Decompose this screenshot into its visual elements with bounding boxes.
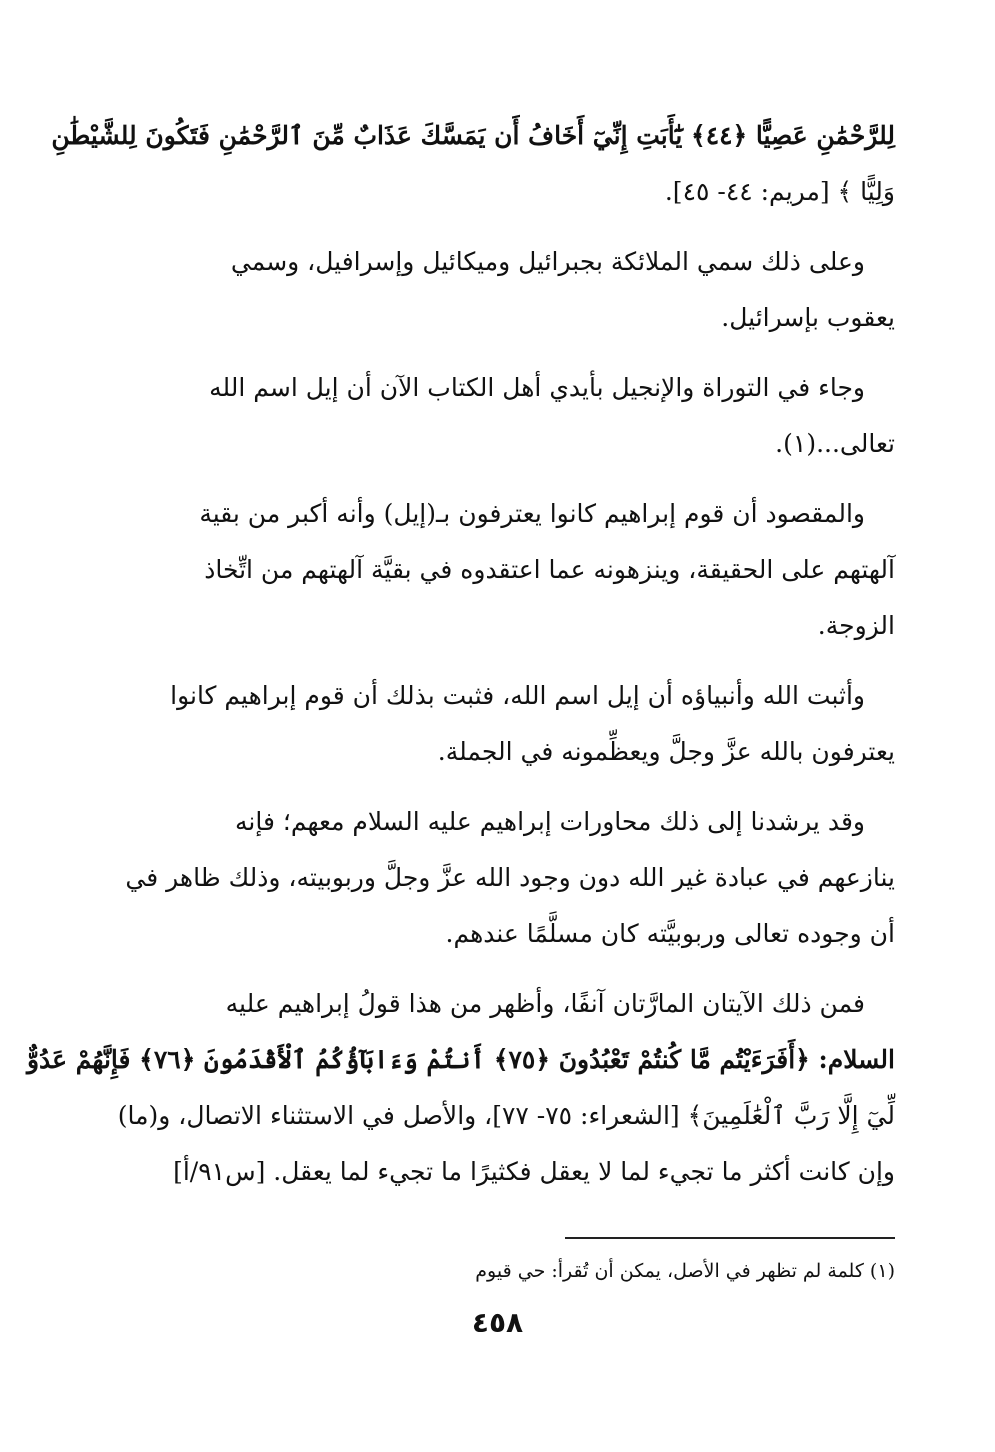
text-line: يعترفون بالله عزَّ وجلَّ ويعظِّمونه في الجملة. [437, 737, 895, 766]
paragraph [100, 668, 895, 780]
footnote-divider [565, 1237, 895, 1239]
text-line: وعلى ذلك سمي الملائكة بجبرائيل وميكائيل وإسرافيل، وسمي [230, 247, 865, 276]
text-line: لِّيٓ إِلَّا رَبَّ ٱلْعَٰلَمِينَ﴾ [الشعراء: ٧٥- ٧٧]، والأصل في الاستثناء الاتصال، و(ما) [117, 1101, 895, 1130]
paragraph-quran-maryam [51, 108, 895, 220]
main-text [26, 108, 895, 1214]
text-line: والمقصود أن قوم إبراهيم كانوا يعترفون بـ(إيل) وأنه أكبر من بقية [199, 499, 865, 528]
footnote: (١) كلمة لم تظهر في الأصل، يمكن أن تُقرأ: حي قيوم [475, 1260, 895, 1282]
text-line: وَلِيًّا ﴾ [مريم: ٤٤- ٤٥]. [664, 177, 895, 206]
text-line: لِلرَّحْمَٰنِ عَصِيًّا ﴿٤٤﴾ يَٰٓأَبَتِ إِنِّيٓ أَخَافُ أَن يَمَسَّكَ عَذَابٌ مِّنَ ٱلرَّحْمَٰنِ فَتَكُونَ لِلشَّيْطَٰنِ [51, 121, 895, 150]
page-number: ٤٥٨ [471, 1306, 524, 1339]
text-line: الزوجة. [817, 611, 895, 640]
paragraph [100, 794, 895, 962]
text-line: وأثبت الله وأنبياؤه أن إيل اسم الله، فثبت بذلك أن قوم إبراهيم كانوا [170, 681, 865, 710]
text-line: أن وجوده تعالى وربوبيَّته كان مسلَّمًا عندهم. [445, 919, 895, 948]
text-line: تعالى...(١). [775, 429, 895, 458]
text-line: السلام: ﴿أَفَرَءَيْتُم مَّا كُنتُمْ تَعْبُدُونَ ﴿٧٥﴾ أَنتُمْ وَءَابَآؤُكُمُ ٱلْأَقْدَمُونَ ﴿٧٦﴾ فَإِنَّهُمْ عَدُوٌّ [26, 1045, 895, 1074]
text-line: آلهتهم على الحقيقة، وينزهونه عما اعتقدوه في بقيَّة آلهتهم من اتِّخاذ [204, 555, 895, 584]
text-line: وإن كانت أكثر ما تجيء لما لا يعقل فكثيرًا ما تجيء لما يعقل. [س٩١/أ] [173, 1157, 895, 1186]
paragraph [100, 360, 895, 472]
text-line: وجاء في التوراة والإنجيل بأيدي أهل الكتاب الآن أن إيل اسم الله [209, 373, 865, 402]
text-line: يعقوب بإسرائيل. [721, 303, 895, 332]
paragraph [100, 486, 895, 654]
text-line: ينازعهم في عبادة غير الله دون وجود الله عزَّ وجلَّ وربوبيته، وذلك ظاهر في [125, 863, 895, 892]
paragraph [100, 234, 895, 346]
paragraph-quran-shuara [26, 976, 895, 1200]
text-line: وقد يرشدنا إلى ذلك محاورات إبراهيم عليه السلام معهم؛ فإنه [235, 807, 865, 836]
text-line: فمن ذلك الآيتان المارَّتان آنفًا، وأظهر من هذا قولُ إبراهيم عليه [225, 989, 865, 1018]
